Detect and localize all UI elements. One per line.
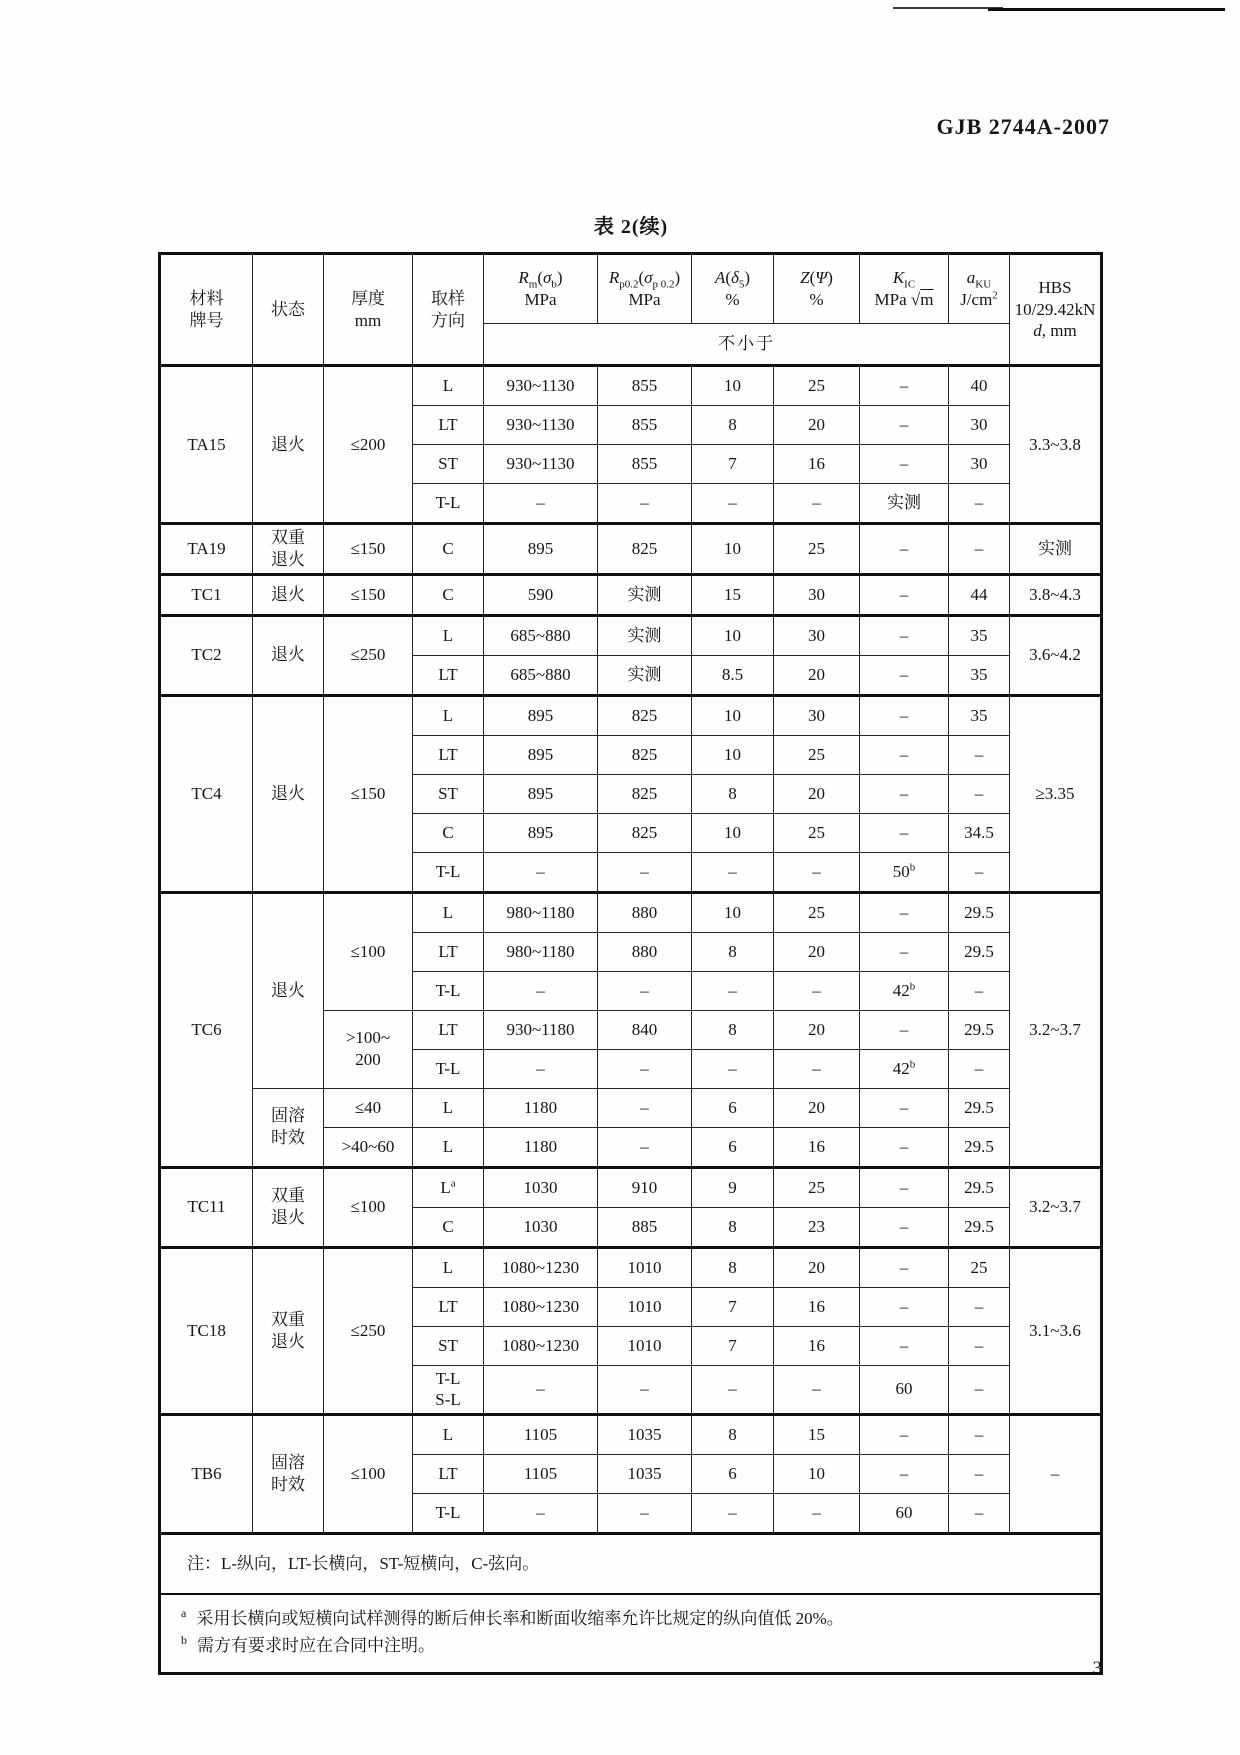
table-cell: 16 <box>774 1326 860 1365</box>
column-header: 取样 方向 <box>413 254 484 366</box>
table-cell: 15 <box>774 1415 860 1455</box>
table-cell: 3.8~4.3 <box>1010 574 1102 615</box>
table-cell: L <box>413 892 484 932</box>
column-header: 材料 牌号 <box>160 254 253 366</box>
table-cell: 固溶 时效 <box>253 1088 324 1167</box>
table-cell: – <box>860 445 949 484</box>
table-cell: – <box>598 1494 692 1534</box>
table-row <box>160 366 1102 406</box>
table-cell: 8 <box>692 1207 774 1247</box>
table-cell: 1105 <box>484 1455 598 1494</box>
table-cell: 7 <box>692 445 774 484</box>
table-cell: 退火 <box>253 366 324 524</box>
table-cell: – <box>1010 1415 1102 1534</box>
table-cell: – <box>860 1127 949 1167</box>
table-cell: 60 <box>860 1365 949 1415</box>
table-cell: 实测 <box>598 574 692 615</box>
table-cell: ST <box>413 1326 484 1365</box>
table-cell: TC6 <box>160 892 253 1167</box>
table-cell: 23 <box>774 1207 860 1247</box>
table-cell: 42$^b$ <box>860 1049 949 1088</box>
table-cell: – <box>598 1127 692 1167</box>
footnote-a: $^a$ 采用长横向或短横向试样测得的断后伸长率和断面收缩率允许比规定的纵向值低 20%。 <box>181 1606 844 1628</box>
table-cell: 9 <box>692 1167 774 1207</box>
table-row <box>160 1415 1102 1455</box>
table-cell: L <box>413 615 484 655</box>
table-cell: 8 <box>692 1247 774 1287</box>
table-cell: LT <box>413 406 484 445</box>
table-cell: – <box>860 366 949 406</box>
table-cell: – <box>949 971 1010 1010</box>
table-cell: 35 <box>949 615 1010 655</box>
table-cell: 7 <box>692 1287 774 1326</box>
table-cell: T-L <box>413 852 484 892</box>
table-cell: 8 <box>692 1415 774 1455</box>
table-cell: – <box>484 852 598 892</box>
table-cell: 1080~1230 <box>484 1326 598 1365</box>
table-cell: 16 <box>774 1127 860 1167</box>
table-cell: – <box>598 1088 692 1127</box>
standard-code: GJB 2744A-2007 <box>936 114 1110 139</box>
table-cell: 15 <box>692 574 774 615</box>
table-cell: 29.5 <box>949 892 1010 932</box>
table-cell: 25 <box>774 813 860 852</box>
table-cell: – <box>692 1494 774 1534</box>
table-cell: ≤100 <box>324 1167 413 1247</box>
table-cell: 10 <box>774 1455 860 1494</box>
table-cell: 退火 <box>253 574 324 615</box>
table-cell: LT <box>413 1455 484 1494</box>
table-cell: – <box>774 1365 860 1415</box>
table-cell: 29.5 <box>949 1088 1010 1127</box>
table-cell: 双重 退火 <box>253 1247 324 1415</box>
table-cell: 895 <box>484 774 598 813</box>
table-row <box>160 574 1102 615</box>
table-cell: T-L <box>413 1494 484 1534</box>
table-cell: – <box>774 1049 860 1088</box>
table-cell: – <box>692 971 774 1010</box>
table-cell: – <box>949 1287 1010 1326</box>
table-row <box>160 524 1102 575</box>
table-cell: 20 <box>774 1010 860 1049</box>
table-cell: >100~ 200 <box>324 1010 413 1088</box>
table-cell: – <box>860 892 949 932</box>
table-row <box>160 1088 1102 1127</box>
table-cell: 3.2~3.7 <box>1010 892 1102 1167</box>
table-cell: – <box>860 406 949 445</box>
table-cell: L <box>413 1415 484 1455</box>
table-cell: T-L <box>413 971 484 1010</box>
table-cell: 1105 <box>484 1415 598 1455</box>
table-cell: 1035 <box>598 1455 692 1494</box>
table-cell: 885 <box>598 1207 692 1247</box>
table-cell: TB6 <box>160 1415 253 1534</box>
table-cell: 880 <box>598 892 692 932</box>
table-cell: 固溶 时效 <box>253 1415 324 1534</box>
table-cell: 825 <box>598 813 692 852</box>
table-cell: 退火 <box>253 615 324 695</box>
table-cell: TA19 <box>160 524 253 575</box>
table-cell: 3.6~4.2 <box>1010 615 1102 695</box>
table-cell: 10 <box>692 524 774 575</box>
table-cell: 895 <box>484 524 598 575</box>
table-cell: 29.5 <box>949 1167 1010 1207</box>
table-cell: TA15 <box>160 366 253 524</box>
table-cell: – <box>598 1365 692 1415</box>
table-cell: 8 <box>692 774 774 813</box>
table-cell: 930~1130 <box>484 366 598 406</box>
table-cell: C <box>413 1207 484 1247</box>
table-cell: TC4 <box>160 695 253 892</box>
table-cell: – <box>949 1326 1010 1365</box>
table-cell: – <box>949 1455 1010 1494</box>
header-row <box>160 254 1102 324</box>
table-cell: C <box>413 524 484 575</box>
table-cell: ≤150 <box>324 695 413 892</box>
table-cell: 910 <box>598 1167 692 1207</box>
table-cell: 3.3~3.8 <box>1010 366 1102 524</box>
table-cell: ST <box>413 445 484 484</box>
table-cell: 34.5 <box>949 813 1010 852</box>
table-cell: 855 <box>598 406 692 445</box>
column-header: $A(\delta_5)$ % <box>692 254 774 324</box>
table-cell: – <box>860 735 949 774</box>
table-cell: LT <box>413 932 484 971</box>
table-cell: 980~1180 <box>484 892 598 932</box>
table-cell: 825 <box>598 774 692 813</box>
column-header: $K_{IC}$ MPa √m <box>860 254 949 324</box>
table-cell: 895 <box>484 735 598 774</box>
table-cell: 16 <box>774 1287 860 1326</box>
table-cell: – <box>860 774 949 813</box>
column-header: 厚度 mm <box>324 254 413 366</box>
table-cell: – <box>692 484 774 524</box>
table-cell: 1030 <box>484 1207 598 1247</box>
table-cell: 40 <box>949 366 1010 406</box>
table-cell: 10 <box>692 735 774 774</box>
table-cell: 10 <box>692 366 774 406</box>
table-cell: 实测 <box>860 484 949 524</box>
spec-table <box>158 252 1103 1675</box>
table-cell: 10 <box>692 695 774 735</box>
table-cell: TC18 <box>160 1247 253 1415</box>
table-cell: – <box>860 574 949 615</box>
table-cell: 685~880 <box>484 655 598 695</box>
footnote-row <box>160 1594 1102 1673</box>
table-cell: – <box>774 484 860 524</box>
table-cell: 930~1130 <box>484 406 598 445</box>
table-cell: TC11 <box>160 1167 253 1247</box>
table-cell: – <box>692 852 774 892</box>
table-cell: – <box>860 1167 949 1207</box>
table-cell: 6 <box>692 1088 774 1127</box>
table-row <box>160 615 1102 655</box>
table-cell: 590 <box>484 574 598 615</box>
table-cell: 60 <box>860 1494 949 1534</box>
table-cell: 880 <box>598 932 692 971</box>
table-cell: L <box>413 1127 484 1167</box>
table-cell: ≤250 <box>324 615 413 695</box>
table-cell: L <box>413 1088 484 1127</box>
table-cell: 20 <box>774 655 860 695</box>
table-cell: 8 <box>692 1010 774 1049</box>
table-cell: 825 <box>598 735 692 774</box>
table-cell: 20 <box>774 1247 860 1287</box>
table-cell: 6 <box>692 1127 774 1167</box>
table-cell: – <box>598 852 692 892</box>
table-cell: 1010 <box>598 1326 692 1365</box>
table-cell: 895 <box>484 695 598 735</box>
table-cell: 1180 <box>484 1127 598 1167</box>
table-cell: TC2 <box>160 615 253 695</box>
table-cell: 双重 退火 <box>253 524 324 575</box>
table-body <box>160 366 1102 1674</box>
table-cell: LT <box>413 1010 484 1049</box>
table-cell: 930~1180 <box>484 1010 598 1049</box>
table-cell: 1080~1230 <box>484 1247 598 1287</box>
table-cell: ≥3.35 <box>1010 695 1102 892</box>
table-cell: 10 <box>692 813 774 852</box>
table-cell: 980~1180 <box>484 932 598 971</box>
table-cell: 29.5 <box>949 1010 1010 1049</box>
table-cell: – <box>949 1415 1010 1455</box>
table-cell: ≤40 <box>324 1088 413 1127</box>
column-header: $R_m(\sigma_b)$ MPa <box>484 254 598 324</box>
table-cell: LT <box>413 735 484 774</box>
table-cell: – <box>860 524 949 575</box>
table-cell: 840 <box>598 1010 692 1049</box>
table-cell: 1080~1230 <box>484 1287 598 1326</box>
table-cell: 825 <box>598 695 692 735</box>
table-note-legend: 注：L-纵向，LT-长横向，ST-短横向，C-弦向。 <box>160 1534 1102 1595</box>
table-header <box>160 254 1102 366</box>
table-cell: – <box>860 1287 949 1326</box>
table-cell: – <box>484 1049 598 1088</box>
table-cell: 30 <box>949 445 1010 484</box>
table-cell: 双重 退火 <box>253 1167 324 1247</box>
table-cell: – <box>860 655 949 695</box>
table-region <box>158 210 1104 1675</box>
table-cell: – <box>860 1247 949 1287</box>
table-cell: – <box>692 1049 774 1088</box>
table-cell: 25 <box>774 735 860 774</box>
table-cell: 实测 <box>598 655 692 695</box>
table-cell: 10 <box>692 615 774 655</box>
table-cell: L <box>413 366 484 406</box>
table-cell: 退火 <box>253 695 324 892</box>
table-cell: – <box>598 484 692 524</box>
table-cell: L <box>413 695 484 735</box>
table-cell: T-L <box>413 1049 484 1088</box>
table-row <box>160 1167 1102 1207</box>
table-cell: C <box>413 574 484 615</box>
column-header: 状态 <box>253 254 324 366</box>
table-cell: – <box>860 615 949 655</box>
table-cell: – <box>774 971 860 1010</box>
table-cell: ≤150 <box>324 574 413 615</box>
table-cell: – <box>860 1207 949 1247</box>
column-header: HBS 10/29.42kN d, mm <box>1010 254 1102 366</box>
column-header: Z(Ψ) % <box>774 254 860 324</box>
table-cell: 25 <box>949 1247 1010 1287</box>
header-rule-thick <box>988 8 1225 11</box>
table-row <box>160 1247 1102 1287</box>
table-cell: – <box>774 852 860 892</box>
table-cell: – <box>598 1049 692 1088</box>
table-cell: ≤250 <box>324 1247 413 1415</box>
table-cell: – <box>484 1494 598 1534</box>
note-row <box>160 1534 1102 1595</box>
table-cell: – <box>598 971 692 1010</box>
table-cell: TC1 <box>160 574 253 615</box>
table-cell: – <box>949 774 1010 813</box>
table-cell: 855 <box>598 445 692 484</box>
table-cell: 实测 <box>598 615 692 655</box>
table-cell: 25 <box>774 524 860 575</box>
table-cell: – <box>860 1415 949 1455</box>
table-cell: – <box>949 1494 1010 1534</box>
table-cell: 35 <box>949 695 1010 735</box>
table-cell: 50$^b$ <box>860 852 949 892</box>
table-cell: 7 <box>692 1326 774 1365</box>
table-cell: 30 <box>949 406 1010 445</box>
footnote-b: $^b$ 需方有要求时应在合同中注明。 <box>181 1633 435 1655</box>
column-header: $R_{p0.2}(\sigma_{p 0.2})$ MPa <box>598 254 692 324</box>
table-cell: – <box>860 1326 949 1365</box>
table-cell: – <box>860 932 949 971</box>
table-cell: 20 <box>774 1088 860 1127</box>
table-cell: L <box>413 1247 484 1287</box>
page-number: 3 <box>1092 1658 1102 1679</box>
table-cell: 3.2~3.7 <box>1010 1167 1102 1247</box>
footnote-cell <box>160 1594 1102 1673</box>
table-cell: 30 <box>774 574 860 615</box>
table-cell: 实测 <box>1010 524 1102 575</box>
table-cell: 44 <box>949 574 1010 615</box>
table-cell: 29.5 <box>949 1127 1010 1167</box>
table-cell: 16 <box>774 445 860 484</box>
table-cell: >40~60 <box>324 1127 413 1167</box>
table-cell: – <box>860 1455 949 1494</box>
table-row <box>160 695 1102 735</box>
table-cell: 6 <box>692 1455 774 1494</box>
table-cell: – <box>484 484 598 524</box>
table-cell: 1180 <box>484 1088 598 1127</box>
table-cell: 1010 <box>598 1287 692 1326</box>
table-cell: – <box>860 1010 949 1049</box>
table-cell: – <box>949 1049 1010 1088</box>
table-cell: – <box>484 971 598 1010</box>
table-cell: ≤200 <box>324 366 413 524</box>
table-cell: 8 <box>692 406 774 445</box>
table-cell: – <box>692 1365 774 1415</box>
table-cell: – <box>949 524 1010 575</box>
table-cell: – <box>949 484 1010 524</box>
table-cell: 29.5 <box>949 1207 1010 1247</box>
table-cell: 35 <box>949 655 1010 695</box>
table-cell: – <box>860 1088 949 1127</box>
table-cell: 1030 <box>484 1167 598 1207</box>
table-cell: 25 <box>774 1167 860 1207</box>
table-cell: 30 <box>774 695 860 735</box>
table-cell: 8 <box>692 932 774 971</box>
table-cell: 1035 <box>598 1415 692 1455</box>
min-clause-header: 不小于 <box>484 324 1010 366</box>
table-cell: 3.1~3.6 <box>1010 1247 1102 1415</box>
table-cell: 29.5 <box>949 932 1010 971</box>
table-cell: – <box>484 1365 598 1415</box>
table-cell: – <box>774 1494 860 1534</box>
table-cell: 25 <box>774 892 860 932</box>
table-cell: 1010 <box>598 1247 692 1287</box>
table-cell: 10 <box>692 892 774 932</box>
table-cell: 855 <box>598 366 692 406</box>
table-title: 表 2(续) <box>593 216 669 238</box>
table-cell: 20 <box>774 406 860 445</box>
table-cell: ≤100 <box>324 1415 413 1534</box>
table-cell: 25 <box>774 366 860 406</box>
table-cell: T-L S-L <box>413 1365 484 1415</box>
table-cell: – <box>949 852 1010 892</box>
table-cell: 685~880 <box>484 615 598 655</box>
table-cell: LT <box>413 1287 484 1326</box>
table-cell: LT <box>413 655 484 695</box>
table-cell: C <box>413 813 484 852</box>
table-cell: – <box>949 735 1010 774</box>
table-cell: 8.5 <box>692 655 774 695</box>
table-cell: 退火 <box>253 892 324 1088</box>
table-cell: – <box>860 813 949 852</box>
table-cell: ≤100 <box>324 892 413 1010</box>
table-cell: ≤150 <box>324 524 413 575</box>
table-cell: 930~1130 <box>484 445 598 484</box>
table-cell: 30 <box>774 615 860 655</box>
table-row <box>160 892 1102 932</box>
table-cell: 895 <box>484 813 598 852</box>
table-cell: $L^a$ <box>413 1167 484 1207</box>
table-cell: ST <box>413 774 484 813</box>
table-cell: T-L <box>413 484 484 524</box>
header-rule <box>893 6 1225 12</box>
header-rule-thin <box>893 7 1003 9</box>
table-cell: – <box>860 695 949 735</box>
column-header: $a_{KU}$ $J/cm^2$ <box>949 254 1010 324</box>
table-cell: 20 <box>774 932 860 971</box>
table-cell: 825 <box>598 524 692 575</box>
table-cell: – <box>949 1365 1010 1415</box>
table-cell: 42$^b$ <box>860 971 949 1010</box>
table-cell: 20 <box>774 774 860 813</box>
